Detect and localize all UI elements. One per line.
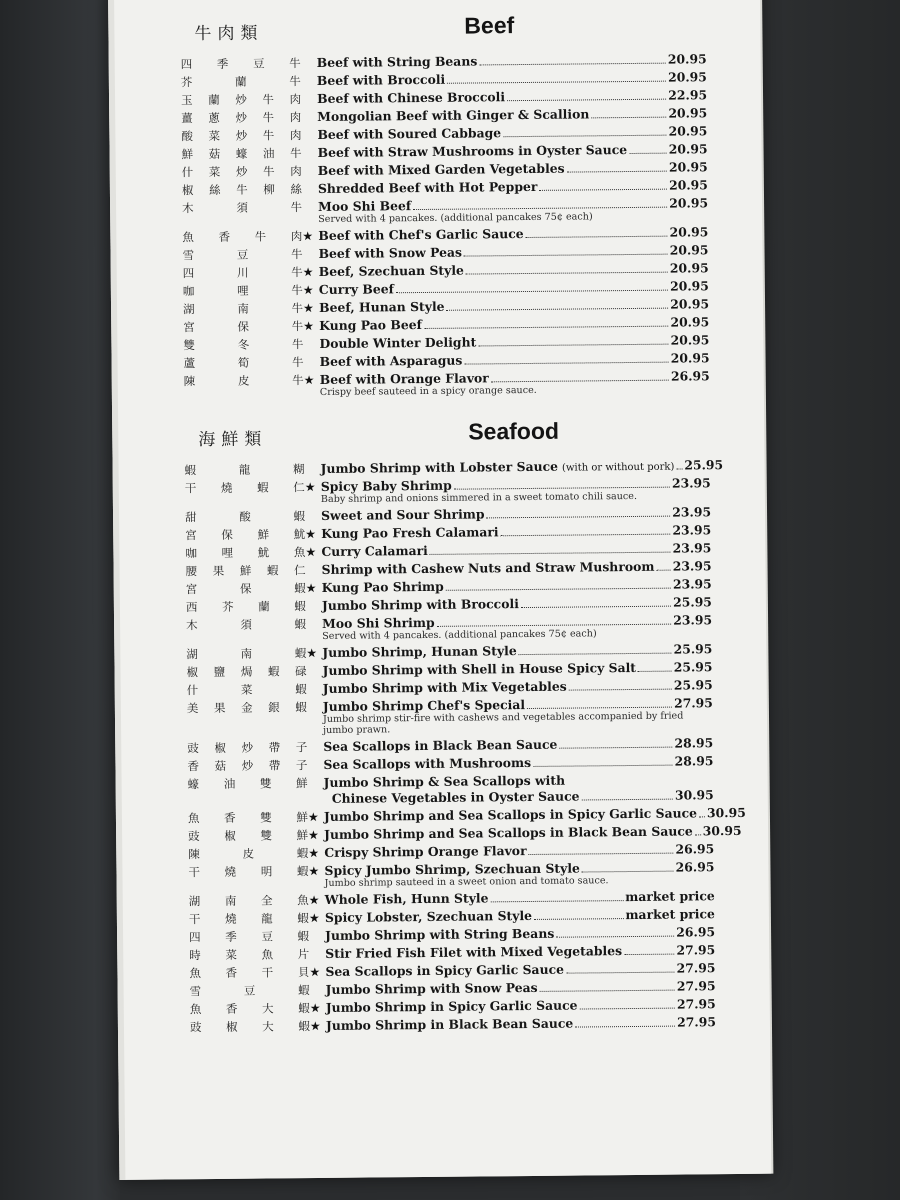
item-price: 20.95 — [670, 332, 710, 348]
item-name-zh: 魚 香 雙 鮮 — [187, 810, 308, 826]
item-name: Kung Pao Fresh Calamari — [321, 524, 499, 541]
item-price: 20.95 — [668, 123, 708, 139]
leader-dots — [567, 783, 712, 784]
item-name-zh: 魚 香 干 貝 — [189, 965, 310, 981]
leader-dots — [556, 936, 674, 938]
item-name-zh: 香 菇 炒 帶 子 — [187, 758, 308, 774]
leader-dots — [521, 606, 671, 608]
item-price: 20.95 — [668, 105, 708, 121]
item-description: Served with 4 pancakes. (additional pancakes 75¢ each) — [318, 211, 593, 225]
seafood-title-zh: 海鮮類 — [198, 429, 268, 451]
leader-dots — [656, 570, 670, 571]
item-name-zh: 咖 哩 牛 — [182, 283, 303, 299]
item-name-zh: 鮮 菇 蠔 油 牛 — [181, 146, 302, 162]
item-name: Double Winter Delight — [319, 334, 477, 351]
item-price: 23.95 — [671, 475, 711, 491]
item-price: 26.95 — [675, 841, 715, 857]
spicy-star-icon: ★ — [304, 480, 316, 495]
leader-dots — [699, 816, 705, 817]
item-name-zh: 美 果 金 銀 蝦 — [186, 700, 307, 716]
leader-dots — [529, 853, 674, 855]
item-name-zh: 雙 冬 牛 — [183, 337, 304, 353]
item-price: 27.95 — [677, 1014, 717, 1030]
item-name-zh: 魚 香 大 蝦 — [189, 1001, 310, 1017]
beef-header — [114, 14, 760, 56]
leader-dots — [454, 487, 670, 490]
item-name-zh: 時 菜 魚 片 — [189, 947, 310, 963]
leader-dots — [581, 799, 672, 801]
item-price: 26.95 — [676, 924, 716, 940]
item-line — [326, 1013, 716, 1035]
spicy-star-icon: ★ — [308, 911, 320, 926]
leader-dots — [446, 588, 671, 591]
leader-dots — [569, 689, 672, 691]
item-name-zh: 宮 保 蝦 — [185, 581, 306, 597]
seafood-section — [118, 417, 770, 1037]
seafood-items — [119, 456, 770, 1037]
spicy-star-icon: ★ — [303, 373, 315, 388]
item-name: Beef with Snow Peas — [318, 244, 462, 261]
leader-dots — [567, 171, 667, 173]
item-name-zh: 四 季 豆 牛 — [180, 56, 301, 72]
item-name: Beef with Chinese Broccoli — [316, 89, 506, 106]
item-price: 20.95 — [669, 278, 709, 294]
item-price: 27.95 — [673, 695, 713, 711]
item-price: 23.95 — [672, 522, 712, 538]
leader-dots — [479, 63, 666, 66]
item-price: 23.95 — [672, 504, 712, 520]
item-name-zh: 湖 南 蝦 — [186, 646, 307, 662]
item-name: Spicy Lobster, Szechuan Style — [324, 907, 533, 925]
beef-title-zh: 牛肉類 — [194, 23, 264, 45]
item-description: Served with 4 pancakes. (additional pancakes 75¢ each) — [322, 628, 597, 642]
item-name: Spicy Baby Shrimp — [320, 477, 452, 494]
item-name: Jumbo Shrimp in Black Bean Sauce — [325, 1015, 574, 1033]
item-name-zh: 蠔 油 雙 鮮 — [187, 776, 308, 792]
item-price: 23.95 — [672, 558, 712, 574]
spicy-star-icon: ★ — [305, 527, 317, 542]
leader-dots — [559, 747, 672, 749]
item-name: Kung Pao Beef — [319, 317, 422, 333]
item-price: 20.95 — [669, 177, 708, 193]
item-name: Beef with Soured Cabbage — [317, 125, 502, 142]
spicy-star-icon: ★ — [302, 301, 314, 316]
item-price: market price — [625, 888, 715, 905]
item-price: 23.95 — [672, 576, 712, 592]
item-price: 20.95 — [668, 159, 708, 175]
item-name: Beef with Asparagus — [319, 352, 463, 369]
item-name-zh: 豉 椒 雙 鮮 — [188, 828, 309, 844]
item-price: 28.95 — [674, 753, 714, 769]
item-name-zh: 豉 椒 大 蝦 — [189, 1019, 310, 1035]
item-name: Sea Scallops in Spicy Garlic Sauce — [325, 961, 565, 979]
item-name-zh: 湖 南 全 魚 — [188, 893, 309, 909]
leader-dots — [526, 236, 668, 238]
item-name-zh: 陳 皮 牛 — [183, 373, 304, 389]
item-name-zh: 玉 蘭 炒 牛 肉 — [180, 92, 302, 108]
item-name: Jumbo Shrimp & Sea Scallops with — [323, 772, 566, 790]
item-name-zh: 什 菜 蝦 — [186, 682, 307, 698]
item-name-zh: 木 須 牛 — [182, 200, 303, 216]
leader-dots — [676, 469, 682, 470]
item-price: 26.95 — [675, 859, 715, 875]
seafood-title-en: Seafood — [468, 417, 560, 445]
item-name-zh: 四 川 牛 — [182, 265, 303, 281]
item-price: 27.95 — [676, 978, 716, 994]
item-name: Beef with Mixed Garden Vegetables — [317, 160, 565, 178]
item-name-zh: 干 燒 明 蝦 — [188, 864, 309, 880]
table-surface-left — [0, 0, 120, 1200]
item-name-zh: 咖 哩 魷 魚 — [185, 545, 306, 561]
beef-section — [114, 14, 764, 402]
item-name: Shredded Beef with Hot Pepper — [317, 178, 538, 196]
item-name-zh: 薑 蔥 炒 牛 肉 — [181, 110, 302, 126]
item-name: Moo Shi Shrimp — [322, 614, 435, 631]
item-name-zh: 木 須 蝦 — [186, 617, 307, 633]
item-price: 27.95 — [676, 942, 716, 958]
item-name-zh: 宮 保 牛 — [183, 319, 304, 335]
item-name: Beef with Chef's Garlic Sauce — [318, 226, 524, 243]
spicy-star-icon: ★ — [305, 545, 317, 560]
leader-dots — [430, 552, 671, 555]
spicy-star-icon: ★ — [307, 810, 319, 825]
item-name-zh: 椒 絲 牛 柳 絲 — [181, 182, 302, 198]
leader-dots — [413, 207, 667, 210]
beef-items — [115, 50, 764, 402]
item-price: 20.95 — [669, 260, 709, 276]
item-price: market price — [625, 906, 715, 923]
item-description: Jumbo shrimp stir-fire with cashews and vegetables accompanied by fried jumbo prawn. — [322, 710, 684, 736]
leader-dots — [575, 1026, 675, 1028]
seafood-header — [118, 417, 764, 462]
item-name: Jumbo Shrimp with Mix Vegetables — [322, 678, 567, 696]
leader-dots — [487, 516, 671, 519]
item-name: Beef with Orange Flavor — [319, 370, 489, 387]
item-description: Crispy beef sauteed in a spicy orange sauce. — [319, 384, 537, 398]
spicy-star-icon: ★ — [308, 864, 320, 879]
item-name-zh: 蘆 筍 牛 — [183, 355, 304, 371]
menu-item-row — [121, 694, 767, 740]
item-price: 20.95 — [670, 314, 710, 330]
spicy-star-icon: ★ — [303, 319, 315, 334]
leader-dots — [464, 254, 668, 257]
item-price: 25.95 — [673, 594, 712, 610]
item-name: Sweet and Sour Shrimp — [320, 506, 485, 523]
item-price: 20.95 — [667, 51, 707, 67]
item-price: 30.95 — [706, 804, 746, 821]
leader-dots — [695, 834, 701, 835]
item-price: 26.95 — [670, 368, 710, 384]
item-name-cont: Chinese Vegetables in Oyster Sauce — [331, 788, 580, 806]
leader-dots — [464, 362, 668, 365]
item-price: 30.95 — [674, 787, 714, 803]
item-name-zh: 魚 香 牛 肉 — [182, 229, 303, 245]
item-note: (with or without pork) — [561, 461, 675, 474]
item-price: 25.95 — [673, 677, 713, 693]
item-name: Jumbo Shrimp and Sea Scallops in Spicy Garlic Sauce — [323, 805, 698, 824]
item-name: Beef with Straw Mushrooms in Oyster Sauce — [317, 142, 628, 160]
item-price: 23.95 — [673, 612, 713, 628]
item-name: Spicy Jumbo Shrimp, Szechuan Style — [324, 860, 580, 878]
item-name-zh: 豉 椒 炒 帶 子 — [187, 740, 308, 756]
item-name: Crispy Shrimp Orange Flavor — [324, 843, 527, 860]
leader-dots — [566, 972, 675, 974]
item-price: 27.95 — [676, 996, 716, 1012]
menu-page — [108, 0, 771, 1180]
leader-dots — [503, 135, 666, 138]
item-name-zh: 什 菜 炒 牛 肉 — [181, 164, 302, 180]
item-price: 22.95 — [668, 87, 708, 103]
item-name-zh: 陳 皮 蝦 — [188, 846, 309, 862]
leader-dots — [478, 344, 668, 347]
item-price: 27.95 — [676, 960, 716, 976]
spicy-star-icon: ★ — [308, 846, 320, 861]
item-name-zh: 椒 鹽 焗 蝦 碌 — [186, 664, 307, 680]
leader-dots — [591, 117, 666, 119]
item-description: Jumbo shrimp sauteed in a sweet onion and tomato sauce. — [324, 875, 609, 889]
item-name-zh: 雪 豆 蝦 — [189, 983, 310, 999]
leader-dots — [638, 671, 672, 672]
item-name-zh: 西 芥 蘭 蝦 — [185, 599, 306, 615]
item-name: Jumbo Shrimp with Lobster Sauce — [320, 458, 559, 476]
item-price: 20.95 — [670, 350, 710, 366]
item-name: Beef, Szechuan Style — [318, 262, 464, 279]
spicy-star-icon: ★ — [302, 283, 314, 298]
leader-dots — [539, 189, 667, 191]
item-name: Jumbo Shrimp and Sea Scallops in Black Bean Sauce — [324, 823, 693, 842]
spicy-star-icon: ★ — [309, 1001, 321, 1016]
item-name: Mongolian Beef with Ginger & Scallion — [317, 106, 590, 124]
item-price: 20.95 — [669, 224, 709, 240]
item-name: Jumbo Shrimp, Hunan Style — [322, 643, 517, 660]
item-price: 25.95 — [673, 659, 713, 675]
leader-dots — [527, 707, 672, 709]
leader-dots — [490, 900, 623, 902]
item-name-zh: 腰 果 鮮 蝦 仁 — [185, 563, 306, 579]
leader-dots — [447, 308, 669, 311]
item-price: 20.95 — [668, 141, 708, 157]
item-name-zh: 甜 酸 蝦 — [184, 509, 306, 525]
leader-dots — [507, 99, 666, 102]
item-name-zh: 宮 保 鮮 魷 — [185, 527, 306, 543]
leader-dots — [582, 871, 674, 873]
item-price: 20.95 — [670, 296, 710, 312]
item-price: 20.95 — [669, 242, 709, 258]
item-price: 25.95 — [673, 641, 713, 657]
item-name-zh: 蝦 龍 糊 — [184, 462, 305, 478]
leader-dots — [580, 1008, 675, 1010]
item-name: Jumbo Shrimp with Broccoli — [321, 596, 519, 613]
leader-dots — [447, 81, 666, 84]
beef-title-en: Beef — [464, 12, 515, 39]
item-name: Jumbo Shrimp with Shell in House Spicy Salt — [322, 659, 637, 678]
item-description: Baby shrimp and onions simmered in a sweet tomato chili sauce. — [320, 490, 638, 505]
item-name: Beef with Broccoli — [316, 71, 446, 88]
item-name-zh: 干 燒 龍 蝦 — [188, 911, 309, 927]
item-price: 23.95 — [672, 540, 712, 556]
spicy-star-icon: ★ — [306, 646, 318, 661]
leader-dots — [629, 153, 667, 154]
item-name-zh: 四 季 豆 蝦 — [189, 929, 310, 945]
item-name: Jumbo Shrimp in Spicy Garlic Sauce — [325, 997, 578, 1015]
leader-dots — [519, 653, 672, 655]
item-name: Sea Scallops with Mushrooms — [323, 754, 532, 772]
leader-dots — [466, 272, 668, 275]
item-name: Stir Fried Fish Filet with Mixed Vegetables — [325, 943, 623, 961]
spicy-star-icon: ★ — [305, 581, 317, 596]
item-name-zh: 湖 南 牛 — [183, 301, 304, 317]
leader-dots — [437, 624, 672, 627]
item-name: Beef with String Beans — [316, 53, 478, 70]
spicy-star-icon: ★ — [309, 1019, 321, 1034]
item-name: Kung Pao Shrimp — [321, 578, 444, 595]
spicy-star-icon: ★ — [308, 828, 319, 843]
spicy-star-icon: ★ — [302, 265, 314, 280]
leader-dots — [540, 990, 675, 992]
leader-dots — [534, 918, 623, 920]
item-price: 20.95 — [669, 195, 709, 211]
item-price: 30.95 — [702, 822, 742, 839]
item-name: Jumbo Shrimp Chef's Special — [322, 697, 526, 714]
item-name: Jumbo Shrimp with Snow Peas — [325, 979, 538, 997]
leader-dots — [501, 534, 671, 537]
item-name-zh: 酸 菜 炒 牛 肉 — [181, 128, 302, 144]
item-price: 20.95 — [667, 69, 707, 85]
leader-dots — [533, 765, 673, 767]
menu-item-row — [118, 367, 764, 402]
leader-dots — [491, 380, 669, 383]
item-name: Shrimp with Cashew Nuts and Straw Mushroom — [321, 558, 655, 577]
item-name-zh: 雪 豆 牛 — [182, 247, 303, 263]
item-name: Whole Fish, Hunn Style — [324, 890, 489, 907]
item-price: 25.95 — [684, 457, 724, 473]
item-name: Moo Shi Beef — [318, 198, 412, 214]
item-name: Curry Calamari — [321, 542, 428, 559]
item-name: Beef, Hunan Style — [318, 298, 445, 315]
spicy-star-icon: ★ — [309, 965, 321, 980]
leader-dots — [424, 326, 669, 329]
item-name-zh: 芥 蘭 牛 — [180, 74, 301, 90]
item-name: Curry Beef — [318, 281, 394, 297]
spicy-star-icon: ★ — [302, 229, 314, 244]
leader-dots — [624, 954, 674, 955]
item-name: Sea Scallops in Black Bean Sauce — [323, 736, 558, 754]
item-name-zh: 干 燒 蝦 仁 — [184, 480, 305, 496]
spicy-star-icon: ★ — [308, 893, 320, 908]
item-name: Jumbo Shrimp with String Beans — [325, 925, 555, 943]
leader-dots — [396, 290, 668, 294]
item-price: 28.95 — [674, 735, 714, 751]
